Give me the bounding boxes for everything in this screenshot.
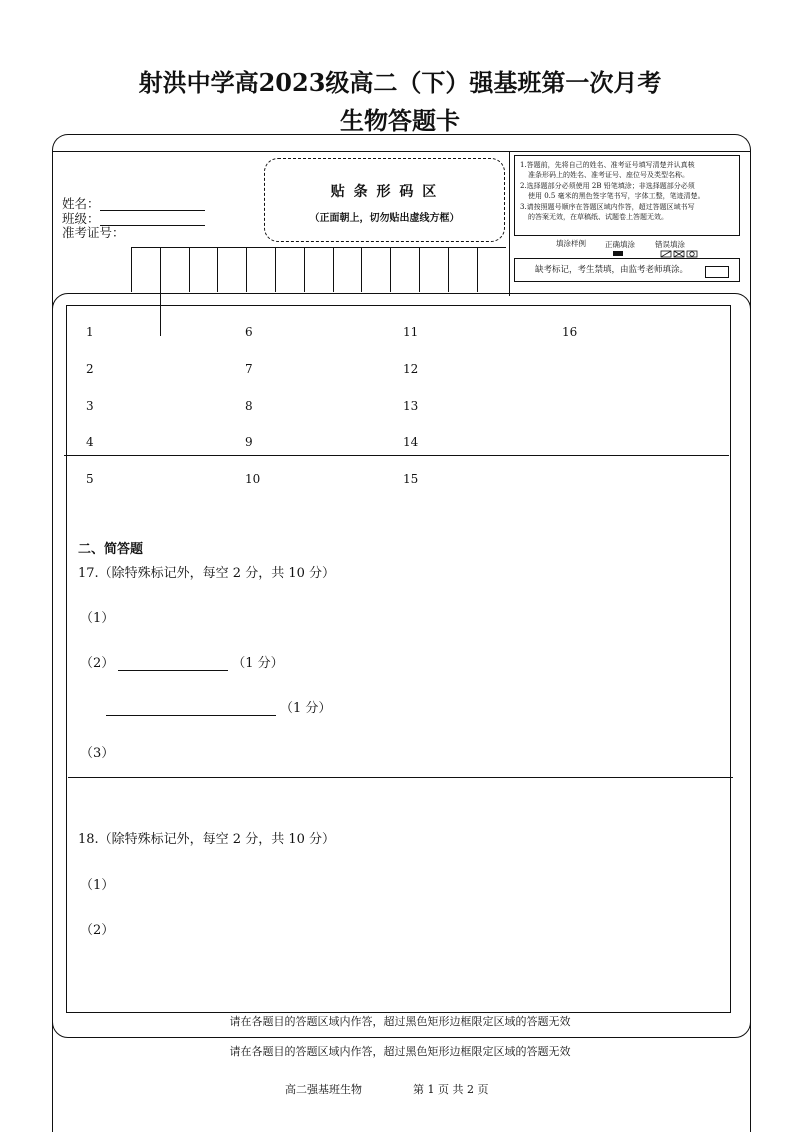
- name-label: 姓名：: [62, 196, 100, 211]
- fill-example-label: 填涂样例: [556, 239, 586, 248]
- choice-number: 16: [562, 325, 578, 339]
- instructions-box: [514, 155, 740, 236]
- warning-outer: 请在各题目的答题区域内作答，超过黑色矩形边框限定区域的答题无效: [229, 1045, 571, 1058]
- choice-number: 8: [245, 398, 253, 413]
- choice-number: 10: [245, 472, 261, 487]
- correct-fill-label: 正确填涂: [605, 240, 635, 249]
- choice-number: 14: [403, 435, 419, 450]
- name-field[interactable]: [100, 196, 205, 211]
- filled-mark-icon: [613, 251, 623, 256]
- warning-inner: 请在各题目的答题区域内作答，超过黑色矩形边框限定区域的答题无效: [229, 1015, 571, 1028]
- class-field[interactable]: [100, 211, 205, 226]
- exam-id-cell[interactable]: [132, 248, 161, 292]
- barcode-title: 贴 条 形 码 区: [330, 184, 439, 200]
- choice-number: 13: [403, 398, 419, 413]
- q18-part2[interactable]: （2）: [80, 923, 115, 938]
- barcode-area: [264, 158, 505, 242]
- q18-title: 18.（除特殊标记外，每空 2 分，共 10 分）: [78, 832, 336, 847]
- q17-divider: [68, 777, 733, 778]
- choice-column-3: [403, 314, 418, 498]
- class-row: [62, 211, 205, 226]
- instruction-line: 使用 0.5 毫米的黑色签字笔书写，字体工整，笔迹清楚。: [528, 192, 705, 201]
- name-row: [62, 196, 205, 211]
- exam-id-cell[interactable]: [190, 248, 219, 292]
- exam-id-cell[interactable]: [334, 248, 363, 292]
- q17-part2: [80, 652, 284, 671]
- choice-divider: [64, 455, 729, 456]
- fill-example-correct: [605, 239, 635, 256]
- q17-part2b: [106, 697, 331, 716]
- choice-number: 7: [245, 361, 253, 376]
- header-divider: [509, 151, 510, 296]
- absent-box: [514, 258, 740, 282]
- section-heading: 二、简答题: [78, 542, 144, 557]
- q17-blank-2[interactable]: [106, 701, 276, 716]
- choice-number: 15: [403, 472, 419, 487]
- q17-title: 17.（除特殊标记外，每空 2 分，共 10 分）: [78, 566, 336, 581]
- barcode-note: （正面朝上，切勿贴出虚线方框）: [309, 213, 460, 224]
- instruction-line: 的答案无效，在草稿纸、试题卷上答题无效。: [528, 213, 668, 222]
- choice-column-4: [562, 314, 577, 351]
- exam-id-cell[interactable]: [420, 248, 449, 292]
- choice-number: 4: [86, 435, 94, 450]
- wrong-fill-label: 错误填涂: [655, 240, 685, 249]
- page-subtitle: 生物答题卡: [340, 106, 460, 135]
- q17-part2-label: （2）: [80, 656, 115, 671]
- choice-column-2: [245, 314, 260, 498]
- instruction-line: 2.选择题部分必须使用 2B 铅笔填涂；非选择题部分必须: [520, 181, 695, 190]
- exam-id-label: 准考证号：: [62, 225, 125, 240]
- q17-score-b: （1 分）: [280, 701, 332, 716]
- absent-checkbox[interactable]: [705, 266, 729, 278]
- q17-part3[interactable]: （3）: [80, 746, 115, 761]
- exam-id-cell[interactable]: [449, 248, 478, 292]
- header-top-line: [52, 151, 751, 152]
- choice-number: 12: [403, 361, 419, 376]
- exam-id-cell[interactable]: [247, 248, 276, 292]
- choice-number: 5: [86, 472, 94, 487]
- q18-part1[interactable]: （1）: [80, 878, 115, 893]
- absent-text: 缺考标记，考生禁填，由监考老师填涂。: [535, 265, 689, 275]
- choice-number: 9: [245, 435, 253, 450]
- choice-number: 3: [86, 398, 94, 413]
- footer-page: 第 1 页 共 2 页: [413, 1083, 489, 1096]
- footer-subject: 高二强基班生物: [285, 1083, 362, 1096]
- choice-number: 11: [403, 325, 419, 339]
- exam-id-cell[interactable]: [391, 248, 420, 292]
- exam-id-row: [62, 226, 205, 240]
- class-label: 班级：: [62, 211, 100, 226]
- instruction-line: 3.请按照题号顺序在答题区域内作答，超过答题区域书写: [520, 202, 695, 211]
- student-info: [62, 196, 205, 240]
- choice-number: 2: [86, 361, 94, 376]
- choice-number: 6: [245, 325, 253, 339]
- choice-number: 1: [86, 325, 94, 339]
- instruction-line: 准条形码上的姓名、准考证号、座位号及类型名称。: [528, 171, 689, 180]
- q17-score-a: （1 分）: [232, 656, 284, 671]
- q17-blank-1[interactable]: [118, 656, 228, 671]
- page-title: 射洪中学高2023级高二（下）强基班第一次月考: [138, 68, 662, 97]
- q17-part1[interactable]: （1）: [80, 611, 115, 626]
- exam-id-cell[interactable]: [276, 248, 305, 292]
- exam-id-cell[interactable]: [305, 248, 334, 292]
- exam-id-cell[interactable]: [161, 248, 190, 292]
- exam-id-cell[interactable]: [362, 248, 391, 292]
- exam-id-cell[interactable]: [218, 248, 247, 292]
- instruction-line: 1.答题前，先将自己的姓名、准考证号填写清楚并认真核: [520, 161, 695, 169]
- fill-example-wrong: [655, 239, 699, 260]
- wrong-marks-icon: [655, 250, 699, 258]
- choice-column-1: [86, 314, 94, 498]
- exam-id-grid[interactable]: [131, 247, 506, 292]
